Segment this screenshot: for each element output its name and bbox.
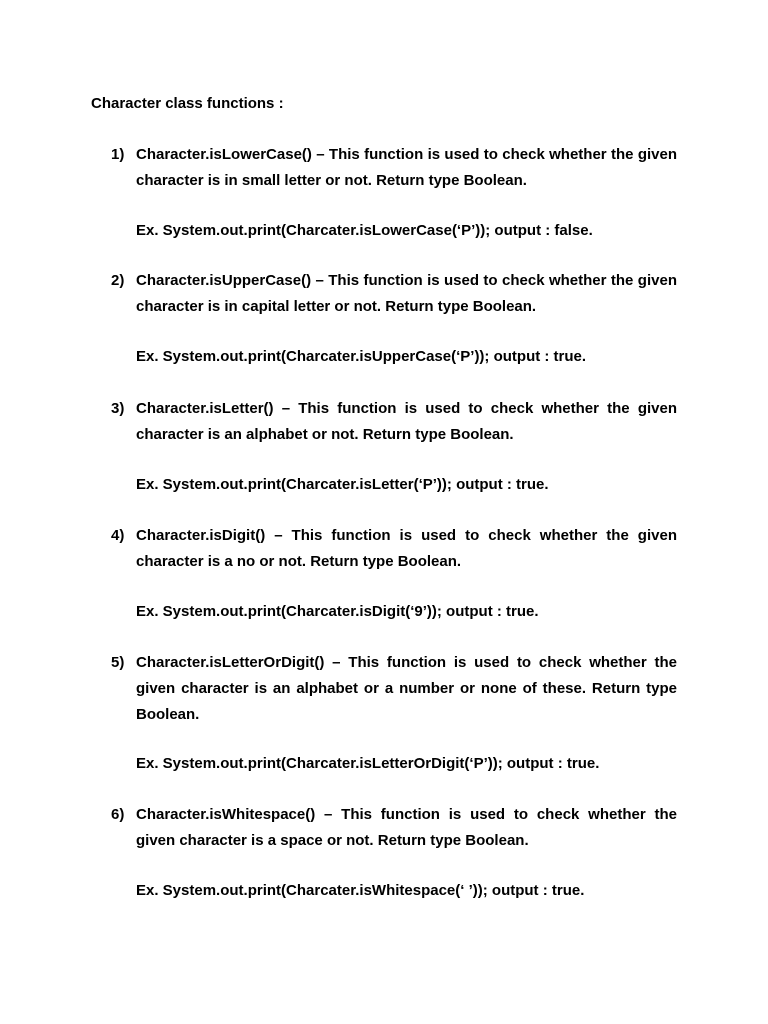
list-item-number: 2) — [111, 272, 125, 289]
list-item-description: Character.isDigit() – This function is used to check whether the given character is a no or not. Return type Boolean. — [136, 527, 677, 570]
list-item-example: Ex. System.out.print(Charcater.isLetterOrDigit(‘P’)); output : true. — [136, 755, 600, 772]
list-item-example: Ex. System.out.print(Charcater.isLowerCase(‘P’)); output : false. — [136, 222, 593, 239]
list-item-description: Character.isLowerCase() – This function is used to check whether the given character is in small letter or not. Return type Boolean. — [136, 146, 677, 189]
list-item-description: Character.isWhitespace() – This function is used to check whether the given character is a space or not. Return type Boolean. — [136, 806, 677, 849]
list-item-number: 3) — [111, 400, 125, 417]
list-item-example: Ex. System.out.print(Charcater.isDigit(‘9’)); output : true. — [136, 603, 539, 620]
document-title: Character class functions : — [91, 95, 284, 112]
list-item-number: 5) — [111, 654, 125, 671]
list-item-number: 6) — [111, 806, 125, 823]
list-item-description: Character.isLetter() – This function is used to check whether the given character is an alphabet or not. Return type Boolean. — [136, 400, 677, 443]
list-item-example: Ex. System.out.print(Charcater.isWhitespace(‘ ’)); output : true. — [136, 882, 585, 899]
list-item-number: 1) — [111, 146, 125, 163]
list-item-description: Character.isLetterOrDigit() – This function is used to check whether the given character is an alphabet or a number or none of these. Return type Boolean. — [136, 654, 677, 723]
list-item-number: 4) — [111, 527, 125, 544]
list-item-example: Ex. System.out.print(Charcater.isLetter(‘P’)); output : true. — [136, 476, 549, 493]
list-item-example: Ex. System.out.print(Charcater.isUpperCase(‘P’)); output : true. — [136, 348, 587, 365]
list-item-description: Character.isUpperCase() – This function is used to check whether the given character is in capital letter or not. Return type Boolean. — [136, 272, 677, 315]
